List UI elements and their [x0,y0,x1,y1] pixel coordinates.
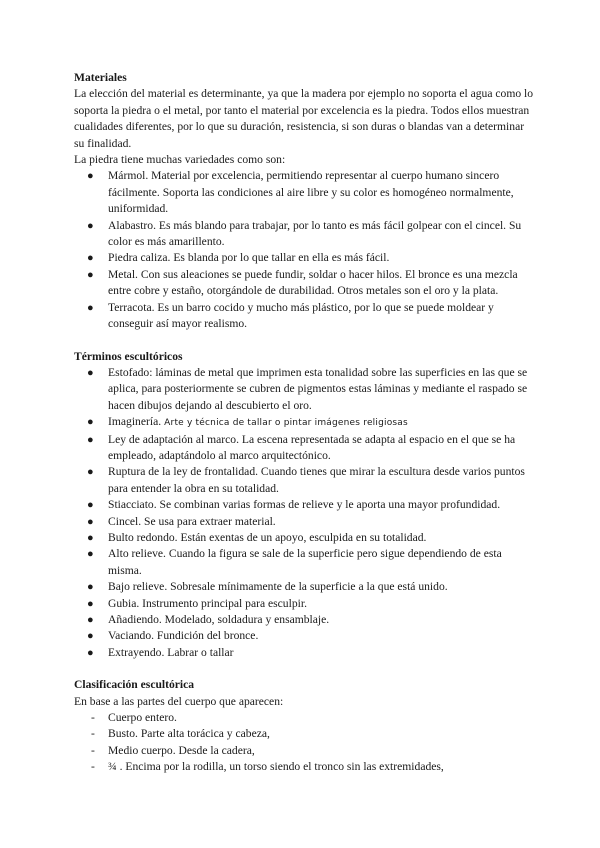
section-spacer [74,333,534,349]
list-item-text: Estofado: láminas de metal que imprimen esta tonalidad sobre las superficies en las que se aplica, para posteriormente se cubren de pigmentos estas láminas y mediante el raspado se hacen dibujos dejando al descubierto el oro. [108,365,528,412]
bullet-icon: ● [87,466,94,479]
terminos-list [74,365,534,661]
list-item-text: Gubia. Instrumento principal para esculpir. [108,596,307,610]
list-item-text: Ley de adaptación al marco. La escena representada se adapta al espacio en el que se ha empleado, adaptándolo al marco arquitectónico. [108,432,516,462]
section-heading-clasificacion: Clasificación escultórica [74,678,195,692]
list-item-text: Imaginería. [108,415,162,429]
list-item [74,743,534,759]
list-item [74,168,534,217]
list-item [74,759,534,775]
clasificacion-lead: En base a las partes del cuerpo que aparecen: [74,694,284,708]
bullet-icon: ● [87,366,94,379]
list-item-text: Mármol. Material por excelencia, permitiendo representar al cuerpo humano sincero fácilmente. Soporta las condiciones al aire libre y su color es homogéneo normalmente, uniformidad. [108,169,514,216]
bullet-icon: ● [87,268,94,281]
bullet-icon: ● [87,416,94,429]
list-item-text: Alto relieve. Cuando la figura se sale de la superficie pero sigue dependiendo de esta misma. [108,547,502,577]
bullet-icon: ● [87,614,94,626]
list-item [74,579,534,595]
bullet-icon: ● [87,630,94,643]
list-item [74,432,534,465]
list-item-extra-text: Arte y técnica de tallar o pintar imágenes religiosas [161,418,408,429]
list-item [74,250,534,266]
bullet-icon: ● [87,433,94,446]
list-item [74,414,534,431]
list-item [74,530,534,546]
section-spacer [74,661,534,677]
list-item [74,596,534,612]
bullet-icon: ● [87,646,94,659]
section-heading-materiales: Materiales [74,71,127,84]
dash-icon: - [91,760,95,774]
clasificacion-list [74,710,534,776]
list-item-text: Añadiendo. Modelado, soldadura y ensamblaje. [108,613,330,626]
bullet-icon: ● [87,581,94,594]
list-item-text: Medio cuerpo. Desde la cadera, [108,743,255,757]
bullet-icon: ● [87,515,94,528]
list-item-text: Stiacciato. Se combinan varias formas de relieve y le aporta una mayor profundidad. [108,498,501,512]
materiales-lead: La piedra tiene muchas variedades como son: [74,153,286,167]
list-item [74,645,534,661]
bullet-icon: ● [87,499,94,512]
list-item-text: Bulto redondo. Están exentas de un apoyo, esculpida en su totalidad. [108,530,427,544]
list-item-text: Piedra caliza. Es blanda por lo que tallar en ella es más fácil. [108,251,390,265]
dash-icon: - [91,727,95,741]
bullet-icon: ● [87,252,94,265]
list-item-text: ¾ . Encima por la rodilla, un torso siendo el tronco sin las extremidades, [108,760,444,774]
bullet-icon: ● [87,301,94,314]
materiales-intro: La elección del material es determinante, ya que la madera por ejemplo no soporta el agua como lo soporta la piedra o el metal, por tanto el material por excelencia es la piedra. Todos ellos muestran cualidades diferentes, por lo que su duración, resistencia, si son duras o blandas van a determinar su finalidad. [74,87,534,150]
list-item-text: Extrayendo. Labrar o tallar [108,645,234,659]
list-item-text: Alabastro. Es más blando para trabajar, por lo tanto es más fácil golpear con el cincel. Su color es más amarillento. [108,218,522,249]
list-item-text: Cincel. Se usa para extraer material. [108,514,276,528]
materiales-list [74,168,534,332]
dash-icon: - [91,711,95,725]
list-item [74,726,534,742]
list-item [74,628,534,644]
list-item [74,546,534,579]
dash-icon: - [91,743,95,757]
section-heading-terminos: Términos escultóricos [74,349,183,363]
list-item-text: Terracota. Es un barro cocido y mucho más plástico, por lo que se puede moldear y conseguir así mayor realismo. [108,300,494,331]
document-content [74,70,534,776]
bullet-icon: ● [87,170,94,183]
list-item [74,464,534,497]
list-item [74,218,534,251]
list-item [74,365,534,414]
list-item [74,267,534,300]
bullet-icon: ● [87,219,94,232]
list-item-text: Vaciando. Fundición del bronce. [108,629,259,643]
list-item [74,300,534,333]
bullet-icon: ● [87,531,94,544]
list-item [74,710,534,726]
list-item [74,612,534,628]
bullet-icon: ● [87,548,94,561]
list-item-text: Ruptura de la ley de frontalidad. Cuando tienes que mirar la escultura desde varios puntos para entender la obra en su totalidad. [108,465,525,495]
list-item-text: Busto. Parte alta torácica y cabeza, [108,727,270,741]
list-item-text: Bajo relieve. Sobresale mínimamente de la superficie a la que está unido. [108,580,448,594]
bullet-icon: ● [87,597,94,610]
list-item [74,497,534,513]
list-item [74,514,534,530]
list-item-text: Metal. Con sus aleaciones se puede fundir, soldar o hacer hilos. El bronce es una mezcla entre cobre y estaño, otorgándole de durabilidad. Otros metales son el oro y la plata. [108,267,518,298]
list-item-text: Cuerpo entero. [108,711,177,725]
